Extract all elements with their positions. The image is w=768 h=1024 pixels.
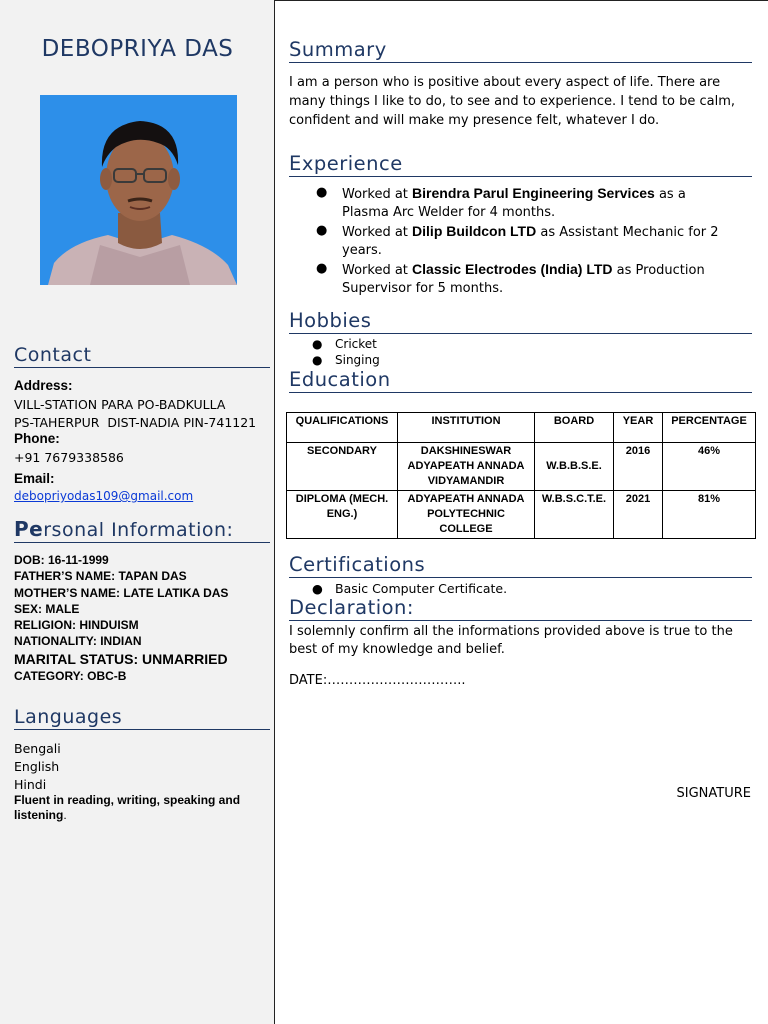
certification-item: ● Basic Computer Certificate. bbox=[312, 581, 508, 596]
column-header: YEAR bbox=[614, 413, 663, 443]
table-row bbox=[287, 443, 756, 491]
bullet-icon: ● bbox=[312, 337, 323, 351]
email-link[interactable]: debopriyodas109@gmail.com bbox=[14, 489, 194, 503]
experience-item: ● Worked at Classic Electrodes (India) LTD as Production Supervisor for 5 months. bbox=[316, 261, 705, 296]
company-name: Classic Electrodes (India) LTD bbox=[412, 261, 613, 277]
language-item: Hindi bbox=[14, 777, 47, 792]
mother-name: MOTHER’S NAME: LATE LATIKA DAS bbox=[14, 586, 229, 600]
contact-heading: Contact bbox=[14, 344, 270, 368]
language-item: Bengali bbox=[14, 741, 61, 756]
profile-photo bbox=[40, 95, 237, 285]
language-fluency-note: Fluent in reading, writing, speaking and listening. bbox=[14, 793, 241, 822]
company-name: Birendra Parul Engineering Services bbox=[412, 185, 655, 201]
cell-institution: ADYAPEATH ANNADA POLYTECHNIC COLLEGE bbox=[398, 491, 535, 539]
table-header-row bbox=[287, 413, 756, 443]
marital-status: MARITAL STATUS: UNMARRIED bbox=[14, 651, 228, 667]
phone-label: Phone: bbox=[14, 431, 60, 446]
cell-percentage: 46% bbox=[663, 443, 756, 491]
column-header: PERCENTAGE bbox=[663, 413, 756, 443]
address-label: Address: bbox=[14, 378, 73, 393]
column-header: QUALIFICATIONS bbox=[287, 413, 398, 443]
summary-heading: Summary bbox=[289, 38, 752, 63]
cell-year: 2016 bbox=[614, 443, 663, 491]
table-row bbox=[287, 491, 756, 539]
top-border bbox=[275, 0, 768, 1]
cell-year: 2021 bbox=[614, 491, 663, 539]
cell-percentage: 81% bbox=[663, 491, 756, 539]
sex: SEX: MALE bbox=[14, 602, 80, 616]
person-photo-icon bbox=[40, 95, 237, 285]
category: CATEGORY: OBC-B bbox=[14, 669, 127, 683]
personal-heading-prefix: Pe bbox=[14, 517, 44, 541]
hobby-item: ● Cricket bbox=[312, 337, 377, 351]
religion: RELIGION: HINDUISM bbox=[14, 618, 139, 632]
hobby-item: ● Singing bbox=[312, 353, 380, 367]
hobbies-list bbox=[312, 336, 380, 368]
cell-board: W.B.S.C.T.E. bbox=[535, 491, 614, 539]
experience-list bbox=[316, 184, 736, 298]
company-name: Dilip Buildcon LTD bbox=[412, 223, 537, 239]
summary-text: I am a person who is positive about every aspect of life. There are many things I like to do, to see and to experience. I tend to be calm, confident and will make my presence felt, whatever I do. bbox=[289, 75, 736, 128]
personal-heading-rest: rsonal Information: bbox=[43, 519, 234, 541]
address-line-1: VILL-STATION PARA PO-BADKULLA bbox=[14, 397, 226, 412]
cell-qualification: SECONDARY bbox=[287, 443, 398, 491]
phone-number: +91 7679338586 bbox=[14, 450, 124, 465]
languages-heading: Languages bbox=[14, 706, 270, 730]
signature-label: SIGNATURE bbox=[676, 786, 751, 801]
nationality: NATIONALITY: INDIAN bbox=[14, 634, 142, 648]
column-header: BOARD bbox=[535, 413, 614, 443]
candidate-name: DEBOPRIYA DAS bbox=[41, 36, 234, 62]
personal-information-heading bbox=[14, 517, 270, 543]
language-item: English bbox=[14, 759, 60, 774]
declaration-date: DATE:………………………….. bbox=[289, 673, 466, 688]
address-line-2: PS-TAHERPUR DIST-NADIA PIN-741121 bbox=[14, 415, 257, 430]
father-name: FATHER’S NAME: TAPAN DAS bbox=[14, 569, 187, 583]
certifications-heading: Certifications bbox=[289, 553, 752, 578]
email-label: Email: bbox=[14, 471, 55, 486]
cell-institution: DAKSHINESWAR ADYAPEATH ANNADA VIDYAMANDIR bbox=[398, 443, 535, 491]
certifications-list bbox=[312, 581, 507, 597]
experience-heading: Experience bbox=[289, 152, 752, 177]
cell-board: W.B.B.S.E. bbox=[535, 443, 614, 491]
declaration-heading: Declaration: bbox=[289, 596, 752, 621]
experience-item: ● Worked at Birendra Parul Engineering Services as a Plasma Arc Welder for 4 months. bbox=[316, 185, 686, 220]
dob: DOB: 16-11-1999 bbox=[14, 553, 109, 567]
experience-item: ● Worked at Dilip Buildcon LTD as Assistant Mechanic for 2 years. bbox=[316, 223, 719, 258]
education-heading: Education bbox=[289, 368, 752, 393]
bullet-icon: ● bbox=[312, 353, 323, 367]
bullet-icon: ● bbox=[316, 223, 328, 238]
education-table bbox=[286, 412, 756, 539]
declaration-text: I solemnly confirm all the informations provided above is true to the best of my knowledge and belief. bbox=[289, 624, 733, 657]
hobbies-heading: Hobbies bbox=[289, 309, 752, 334]
bullet-icon: ● bbox=[312, 581, 323, 596]
column-header: INSTITUTION bbox=[398, 413, 535, 443]
cell-qualification: DIPLOMA (MECH. ENG.) bbox=[287, 491, 398, 539]
languages-list bbox=[14, 740, 61, 794]
bullet-icon: ● bbox=[316, 185, 328, 200]
bullet-icon: ● bbox=[316, 261, 328, 276]
